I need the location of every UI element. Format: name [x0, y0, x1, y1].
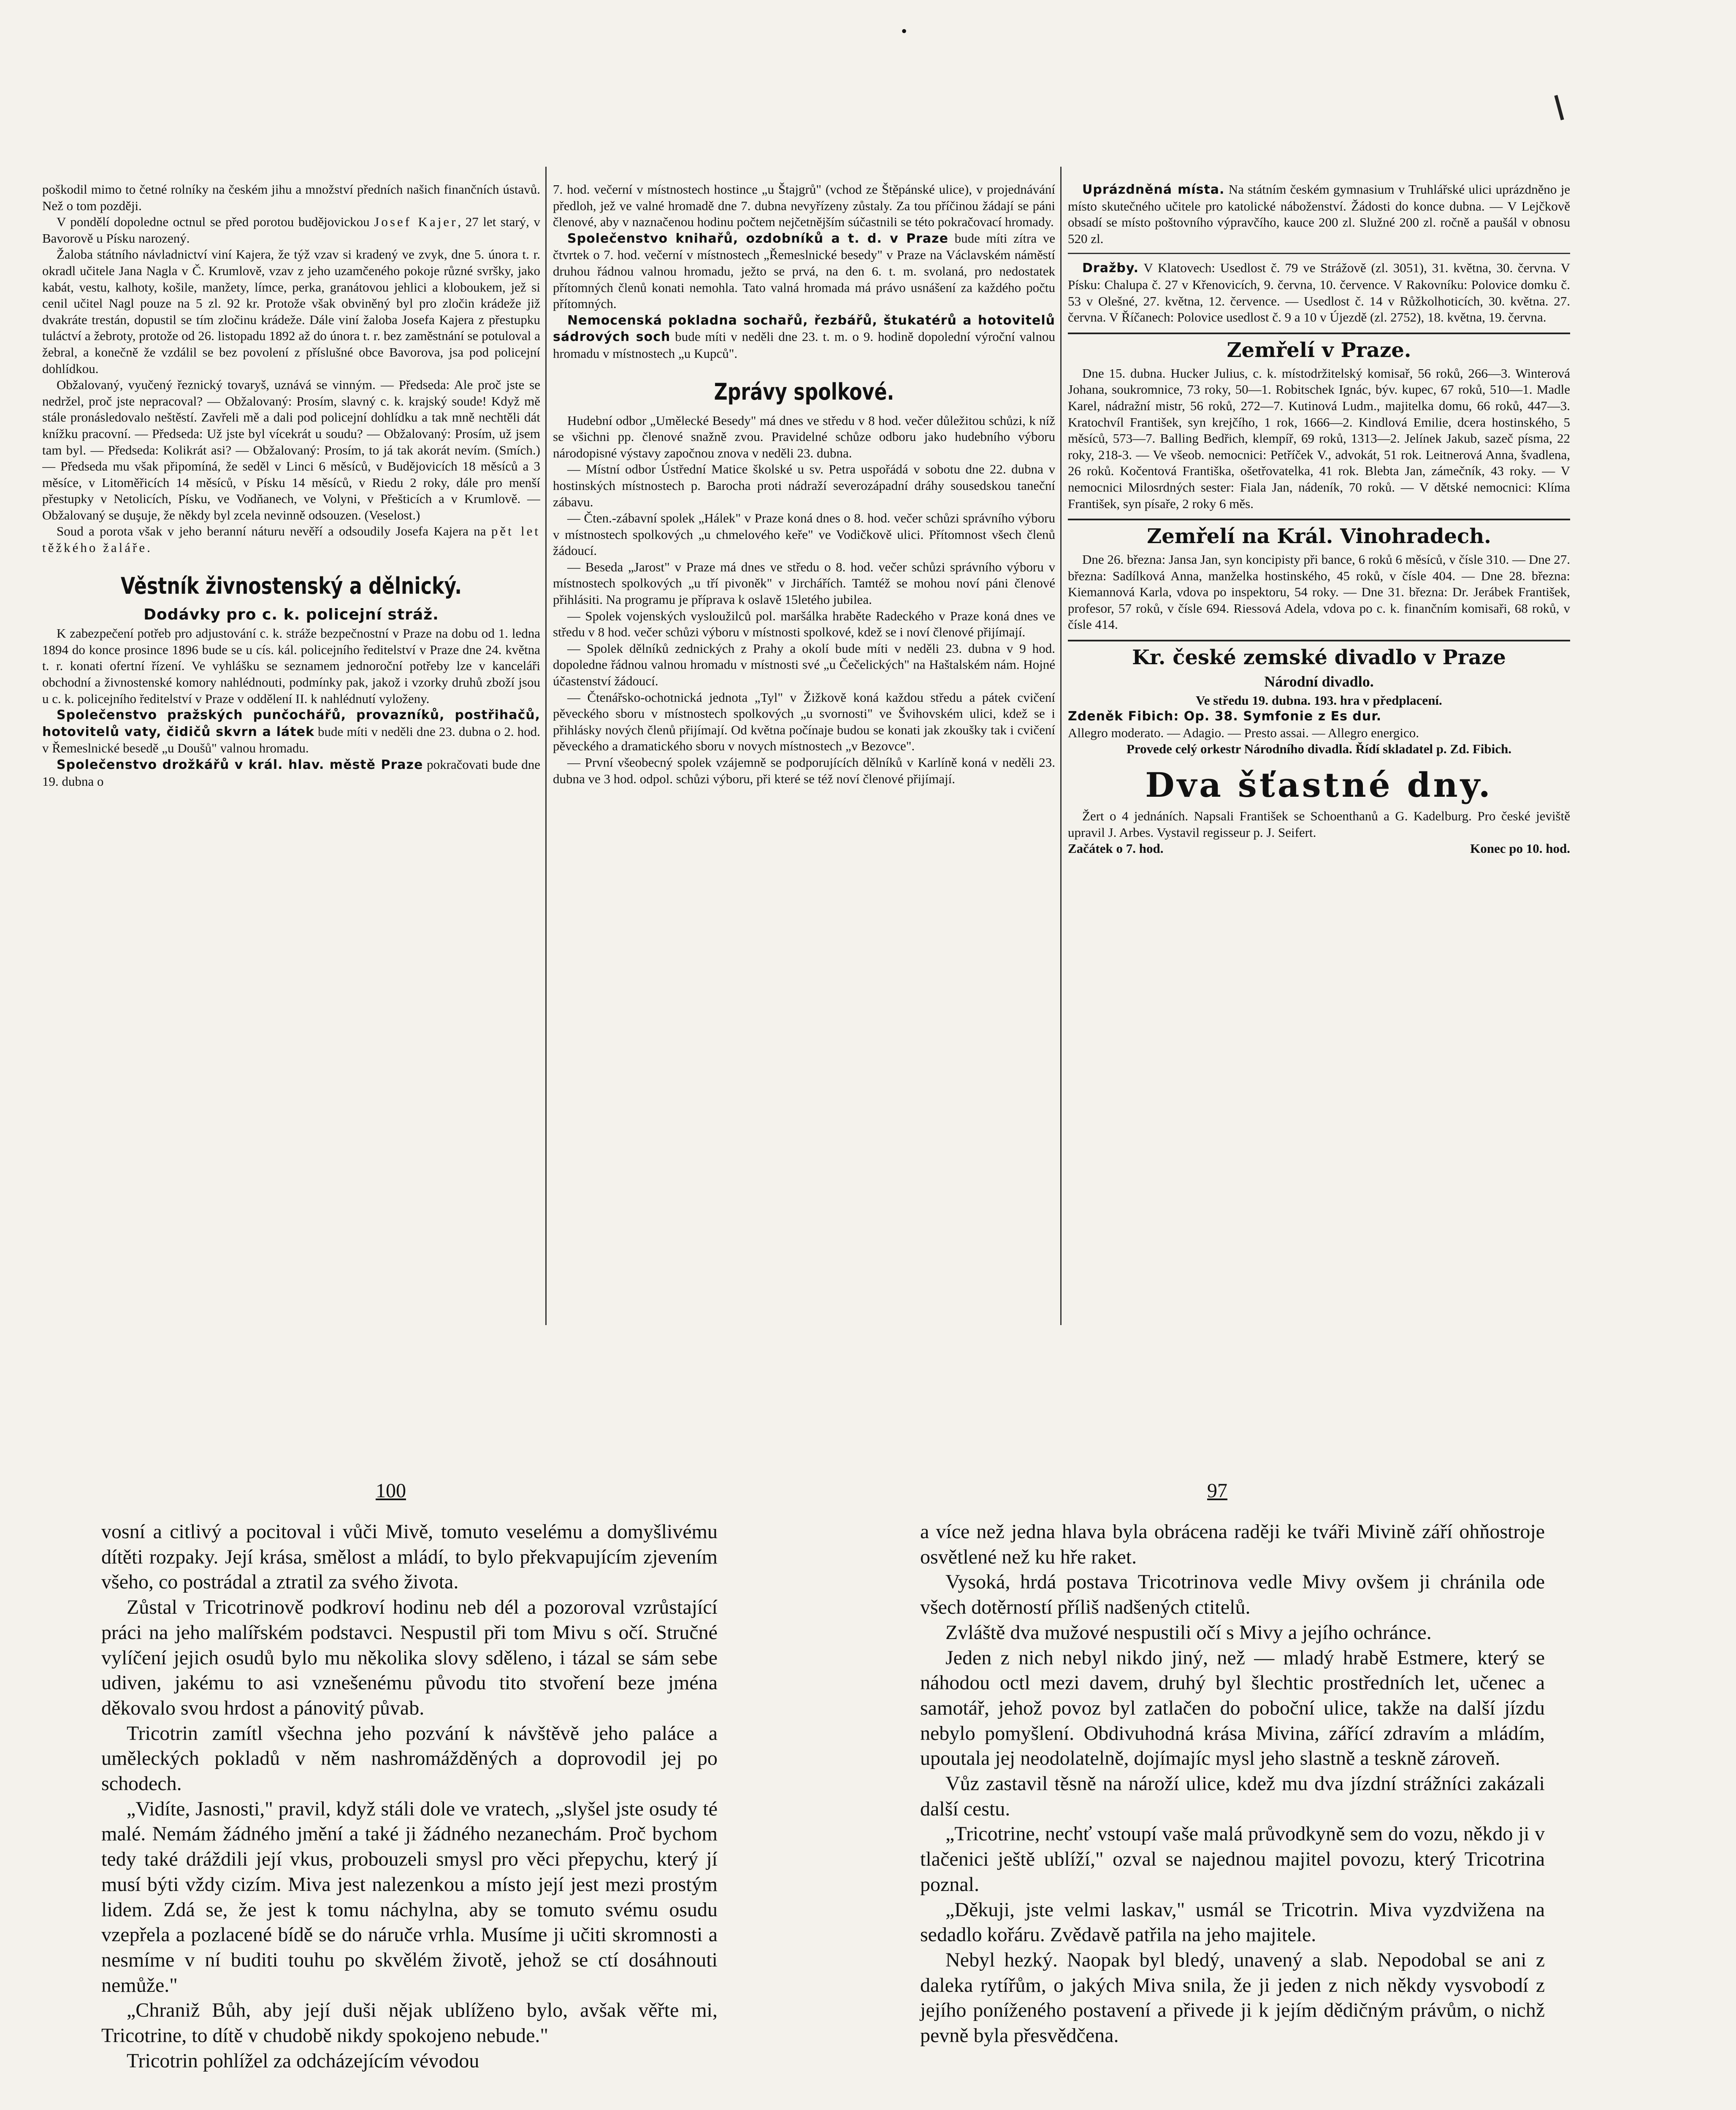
col1-paragraph	[42, 214, 540, 246]
col2-paragraph	[553, 312, 1055, 362]
column-2	[553, 181, 1055, 1321]
column-1	[42, 181, 540, 1321]
text: bude míti v neděli dne 23. t. m. o 9. hodině dopolední výroční valnou hromadu v místnostech „u Kupců".	[553, 329, 1055, 361]
column-3	[1068, 181, 1570, 1321]
book-paragraph: „Děkuji, jste velmi laskav," usmál se Tricotrin. Miva vyzdvižena na sedadlo kořáru. Zvědavě patřila na jeho majitele.	[920, 1898, 1545, 1946]
col3-paragraph	[1068, 181, 1570, 247]
book-paragraph: vosní a citlivý a pocitoval i vůči Mivě, tomuto veselému a domyšlivému dítěti rozpaky. Její krása, smělost a mládí, to bylo překvapujícím zjevením všeho, co postrádal a ztratil za svého života.	[101, 1520, 718, 1593]
text: , 27 let starý, v Bavorově u Písku narozený.	[42, 214, 540, 246]
theatre-tempi: Allegro moderato. — Adagio. — Presto assai. — Allegro energico.	[1068, 725, 1419, 740]
text: V pondělí dopoledne octnul se před porotou budějovickou	[57, 214, 374, 230]
play-end: Konec po 10. hod.	[1470, 841, 1570, 856]
col1-paragraph: Obžalovaný, vyučený řeznický tovaryš, uznává se vinným. — Předseda: Ale proč jste se nedržel, proč jste nepracoval? — Obžalovaný: Prosím, slavný c. k. krajský soude! Když mě stále pronásledovalo neštěstí. Zavřeli mě a dali pod policejní dohlídku a tak mně nechtěli dát knížku pracovní. — Předseda: Už jste byl vícekrát u soudu? — Obžalovaný: Prosím, už jsem tam byl. — Předseda: Kolikrát asi? — Obžalovaný: Prosím, to já tak akorát nevím. (Smích.) — Předseda mu však připomíná, že seděl v Linci 6 měsíců, v Budějovicích 18 měsíců a 3 měsíce, v Litoměřicích 14 měsíců, v Písku 14 měsíců, v Riedu 2 roky, dále pro menší přestupky v Netolicích, Písku, ve Vodňanech, ve Volyni, v Přešticích a v Krumlově. — Obžalovaný se duşuje, že někdy byl zcela nevinně odsouzen. (Veselost.)	[42, 377, 540, 522]
col2-paragraph: — Spolek dělníků zednických z Prahy a okolí bude míti v neděli 23. dubna v 9 hod. dopoledne řádnou valnou hromadu v místnosti své „u Čečelických" na Haštalském nám. Hojné účastenství žádoucí.	[553, 641, 1055, 689]
col1-paragraph	[42, 707, 540, 757]
col2-paragraph: — První všeobecný spolek vzájemně se podporujících dělníků v Karlíně koná v neděli 23. dubna ve 3 hod. odpol. schůzi výboru, při které se též noví členové přijímají.	[553, 755, 1055, 786]
section-title-zpravy: Zprávy spolkové.	[714, 378, 894, 405]
col1-paragraph	[42, 757, 540, 790]
guild-name: Společenstvo pražských punčochářů, provazníků, postřihačů, hotovitelů vaty, čidičů skvrn a látek	[42, 708, 540, 739]
top-dot: •	[901, 22, 907, 41]
text: Na státním českém gymnasium v Truhlářské ulici uprázdněno je místo skutečného učitele pro katolické náboženství. Žádosti do konce dubna. — V Lejčkově obsadí se místo poštovního výpravčího, kauce 200 zl. Služné 200 zl. ročně a paušál v obnosu 520 zl.	[1068, 182, 1570, 246]
sentence-text: pět let těžkého žaláře	[42, 524, 540, 555]
defendant-name: Josef Kajer	[374, 214, 458, 230]
sub-heading-dodavky: Dodávky pro c. k. policejní stráž.	[144, 606, 439, 623]
book-paragraph: „Chraniž Bůh, aby její duši nějak ublíženo bylo, avšak věřte mi, Tricotrine, to dítě v chudobě nikdy spokojeno nebude."	[101, 1999, 718, 2047]
deaths-prague-title: Zemřelí v Praze.	[1068, 333, 1570, 362]
book-paragraph: Vysoká, hrdá postava Tricotrinova vedle Mivy ovšem ji chránila ode všech dotěrností příliš nadšených ctitelů.	[920, 1571, 1545, 1619]
col1-paragraph	[42, 523, 540, 556]
guild-name: Společenstvo knihařů, ozdobníků a t. d. v Praze	[567, 231, 948, 246]
col1-paragraph: Žaloba státního návladnictví viní Kajera, že týž vzav si kradený ve zvyk, dne 5. února t. r. okradl učitele Jana Nagla v Č. Krumlově, vzav z jeho uzamčeného pokoje různé svršky, jako kabát, vestu, kalhoty, košile, manžety, límce, perka, granátovou jehlici a kloboukem, jež si cenil učitel Nagl pouze na 5 zl. 92 kr. Protože však obviněný byl pro zločin krádeže již dvakráte trestán, dopustil se tím zločinu krádeže. Dále viní žaloba Josefa Kajera z přestupku tuláctví a žebroty, protože od 26. listopadu 1892 až do února t. r. bez zaměstnání se potuloval a žebral, a konečně že vzdálil se bez povolení z příslušné obce Bavorova, jsa pod policejní dohlídkou.	[42, 247, 540, 376]
book-page-right	[920, 1519, 1545, 2048]
theatre-performers: Provede celý orkestr Národního divadla. Řídí skladatel p. Zd. Fibich.	[1126, 741, 1512, 757]
book-paragraph: Tricotrin pohlížel za odcházejícím vévodou	[127, 2049, 479, 2072]
col2-paragraph: 7. hod. večerní v místnostech hostince „u Štajgrů" (vchod ze Štěpánské ulice), v projednávání předloh, jež ve valné hromadě dne 7. dubna nevyřízeny zůstaly. Za tou příčinou žádají se páni členové, aby v naznačenou hodinu počtem nejčetnějším súčastnili se této pokračovací hromady.	[553, 182, 1055, 230]
theatre-date: Ve středu 19. dubna. 193. hra v předplacení.	[1196, 693, 1442, 708]
deaths-vinohrady-title: Zemřelí na Král. Vinohradech.	[1068, 519, 1570, 548]
play-description: Žert o 4 jednáních. Napsali František se Schoenthanů a G. Kadelburg. Pro české jeviště upravil J. Arbes. Vystavil regisseur p. J. Seifert.	[1068, 809, 1570, 840]
col2-paragraph	[553, 230, 1055, 312]
text: pokračovati bude dne 19. dubna o	[42, 757, 540, 789]
col2-paragraph: — Čten.-zábavní spolek „Hálek" v Praze koná dnes o 8. hod. večer schůzi správního výboru v místnostech spolkových „u chmelového keře" ve Vodičkově ulici. Přítomnost všech členů žádoucí.	[553, 511, 1055, 558]
section-title-vestnik: Věstník živnostenský a dělnický.	[120, 572, 462, 599]
book-paragraph: Zvláště dva mužové nespustili očí s Mivy a jejího ochránce.	[945, 1621, 1432, 1644]
col2-paragraph: — Místní odbor Ústřední Matice školské u sv. Petra uspořádá v sobotu dne 22. dubna v hostinských místnostech p. Barocha proti nádraží severozápadní dráhy sousedskou taneční zábavu.	[553, 462, 1055, 509]
text: Soud a porota však v jeho beranní náturu nevěří a odsoudily Josefa Kajera na	[57, 524, 491, 539]
theatre-piece: Zdeněk Fibich: Op. 38. Symfonie z Es dur.	[1068, 709, 1382, 724]
col1-paragraph: poškodil mimo to četné rolníky na českém jihu a množství předních našich finančních ústavů. Než o tom později.	[42, 182, 540, 213]
column-rule	[545, 167, 547, 1325]
book-paragraph: „Vidíte, Jasnosti," pravil, když stáli dole ve vratech, „slyšel jste osudy té malé. Nemám žádného jmění a také ji žádného nezanechám. Proč bychom tedy také dráždili její vkus, probouzeli smysl pro věci přepychu, který jí musí býti vždy cizím. Miva jest nalezenkou a místo její jest mezi prostým lidem. Zdá se, že jest k tomu náchylna, aby se tomuto svému osudu vzepřela a pozlacené bídě se do náruče vrhla. Musíme ji učiti skromnosti a nesmíme v ní buditi touhu po skvělém životě, jehož se ctí dosáhnouti nemůže."	[101, 1797, 718, 1996]
theatre-title: Kr. české zemské divadlo v Praze	[1068, 640, 1570, 669]
page-number-left: 100	[376, 1480, 406, 1502]
col3-paragraph	[1068, 260, 1570, 325]
col1-paragraph: K zabezpečení potřeb pro adjustování c. k. stráže bezpečnostní v Praze na dobu od 1. ledna 1894 do konce prosince 1896 bude se u cís. kál. policejního ředitelství v Praze dne 24. května t. r. konati ofertní řízení. Ve vyhlášku se seznamem jednoroční potřeby lze v kanceláři obchodní a živnostenské komory nahlédnouti, podmínky pak, jakož i vzorky druhů zboží jsou u c. k. policejního ředitelství v Praze v oddělení II. k nahlédnutí vyloženy.	[42, 626, 540, 706]
book-page-left	[101, 1519, 718, 2073]
col3-paragraph: Dne 26. března: Jansa Jan, syn koncipisty při bance, 6 roků 6 měsíců, v čísle 310. — Dne 27. března: Sadílková Anna, manželka hostinského, 45 roků, v čísle 404. — Dne 28. března: Kiemannová Karla, vdova po inspektoru, 54 roky. — Dne 31. března: Dr. Jerábek František, profesor, 57 roků, v čísle 694. Riessová Adela, vdova po c. k. finančním komisaři, 68 roků, v čísle 414.	[1068, 552, 1570, 632]
text: V Klatovech: Usedlost č. 79 ve Strážově (zl. 3051), 31. května, 30. června. V Písku: Chalupa č. 27 v Křenovicích, 9. června, 10. července. V Rakovníku: Polovice domku č. 53 v Olešné, 27. května, 12. července. — Usedlost č. 14 v Růžkolhoticích, 30. května. 27. června. V Říčanech: Polovice usedlost č. 9 a 10 v Újezdě (zl. 2752), 18. května, 19. června.	[1068, 260, 1570, 325]
text: bude míti zítra ve čtvrtek o 7. hod. večerní v místnostech „Řemeslnické besedy" v Praze na Václavském náměstí druhou řádnou valnou hromadu, ježto se prvá, na den 6. t. m. svolaná, pro nedostatek přítomných členů konati nemohla. Tato valná hromada má právo usnášení za každého počtu přítomných.	[553, 230, 1055, 311]
book-paragraph: Vůz zastavil těsně na nároží ulice, kdež mu dva jízdní strážníci zakázali další cestu.	[920, 1772, 1545, 1820]
play-title: Dva šťastné dny.	[1145, 765, 1493, 805]
page-number-right: 97	[1207, 1480, 1227, 1502]
book-paragraph: a více než jedna hlava byla obrácena raději ke tváři Mivině září ohňostroje osvětlené než ku hře raket.	[920, 1520, 1545, 1568]
margin-mark	[1554, 95, 1564, 120]
book-paragraph: Zůstal v Tricotrinově podkroví hodinu neb dél a pozoroval vzrůstající práci na jeho malířském podstavci. Nespustil při tom Mivu s očí. Stručné vylíčení jejich osudů bylo mu několika slovy sděleno, i tázal se sám sebe udiven, jakému to asi vznešenému původu tito stvoření beze jména děkovalo svou hrdost a pánovitý půvab.	[101, 1596, 718, 1719]
col2-paragraph: Hudební odbor „Umělecké Besedy" má dnes ve středu v 8 hod. večer důležitou schůzi, k níž se všichni pp. členové snažně zvou. Pravidelné schůze odboru jako hudebního výboru národopisné výstavy započnou znova v neděli 23. dubna.	[553, 413, 1055, 460]
play-start: Začátek o 7. hod.	[1068, 841, 1164, 856]
col2-paragraph: — Beseda „Jarost" v Praze má dnes ve středu o 8. hod. večer schůzi správního výboru v místnostech spolkových „u tří pivoněk" v Jirchářích. Tamtéž se mohou noví páni členové přihlásiti. Na programu je příprava k oslavě 15letého jubilea.	[553, 559, 1055, 607]
divider	[1068, 253, 1570, 254]
text: .	[147, 540, 150, 555]
guild-name: Společenstvo drožkářů v král. hlav. městě Praze	[57, 757, 423, 772]
col2-paragraph: — Čtenářsko-ochotnická jednota „Tyl" v Žižkově koná každou středu a pátek cvičení pěveckého sboru v místnostech spolkových „u svornosti" ve Švihovském ulici, kdež se i přihlásky nových členů přijímají. Od května počínaje budou se konati jak zkoušky tak i cvičení pěveckého a dramatického sboru v novych místnostech „v Bezovce".	[553, 690, 1055, 754]
play-times	[1068, 841, 1570, 857]
heading-inline: Dražby.	[1082, 261, 1139, 276]
book-paragraph: Nebyl hezký. Naopak byl bledý, unavený a slab. Nepodobal se ani z daleka rytířům, o jakých Miva snila, že ji jeden z nich někdy vysvobodí z jejího poníženého postavení a přivede ji k jejím dědičným právům, o nichž pevně byla přesvědčena.	[920, 1948, 1545, 2047]
col3-paragraph: Dne 15. dubna. Hucker Julius, c. k. místodržitelský komisař, 56 roků, 266—3. Winterová Johana, soukromnice, 73 roky, 50—1. Robitschek Ignác, býv. kupec, 67 roků, 510—1. Madle Karel, nádražní mistr, 56 roků, 272—7. Kutinová Ludm., majitelka domu, 66 roků, 447—3. Kratochvíl František, syn krejčího, 1 rok, 1666—2. Kindlová Emilie, dcera hostinského, 5 měsíců, 573—7. Balling Bedřich, klempíř, 69 roků, 1313—2. Jelínek Jakub, sazeč písma, 22 roky, 218-3. — Ve všeob. nemocnici: Petříček V., advokát, 51 rok. Leitnerová Anna, švadlena, 26 roků. Kočentová Františka, ošetřovatelka, 41 rok. Blebta Jan, zámečník, 43 roky. — V nemocnici Milosrdných sester: Fiala Jan, nádeník, 70 roků. — V dětské nemocnici: Klíma František, syn písaře, 2 roky 6 měs.	[1068, 365, 1570, 511]
text: bude míti v neděli dne 23. dubna o 2. hod. v Řemeslnické besedě „u Doušů" valnou hromadu.	[42, 724, 540, 756]
theatre-subtitle: Národní divadlo.	[1264, 673, 1374, 690]
book-paragraph: „Tricotrine, nechť vstoupí vaše malá průvodkyně sem do vozu, někdo ji v tlačenici ještě ublíží," ozval se najednou majitel povozu, který Tricotrina poznal.	[920, 1823, 1545, 1896]
col2-paragraph: — Spolek vojenských vysloužilců pol. maršálka hraběte Radeckého v Praze koná dnes ve středu v 8 hod. večer schůzi výboru v místnosti spolkové, kdež se i noví členové přijímají.	[553, 608, 1055, 640]
book-paragraph: Tricotrin zamítl všechna jeho pozvání k návštěvě jeho paláce a uměleckých pokladů v něm nashromážděných a doprovodil jej po schodech.	[101, 1722, 718, 1795]
column-rule	[1060, 167, 1062, 1325]
fund-name: Nemocenská pokladna sochařů, řezbářů, štukatérů a hotovitelů sádrových soch	[553, 313, 1055, 345]
book-paragraph: Jeden z nich nebyl nikdo jiný, než — mladý hrabě Estmere, který se náhodou octl mezi davem, druhý byl šlechtic prostředních let, učenec a samotář, jehož povoz byl zatlačen do poboční ulice, takže na další jízdu nebylo pomyšlení. Obdivuhodná krása Mivina, zářící zdravím a mládím, upoutala jej neodolatelně, dojímajíc mysl jeho slastně a teskně zároveň.	[920, 1646, 1545, 1770]
heading-inline: Uprázdněná místa.	[1082, 182, 1225, 197]
